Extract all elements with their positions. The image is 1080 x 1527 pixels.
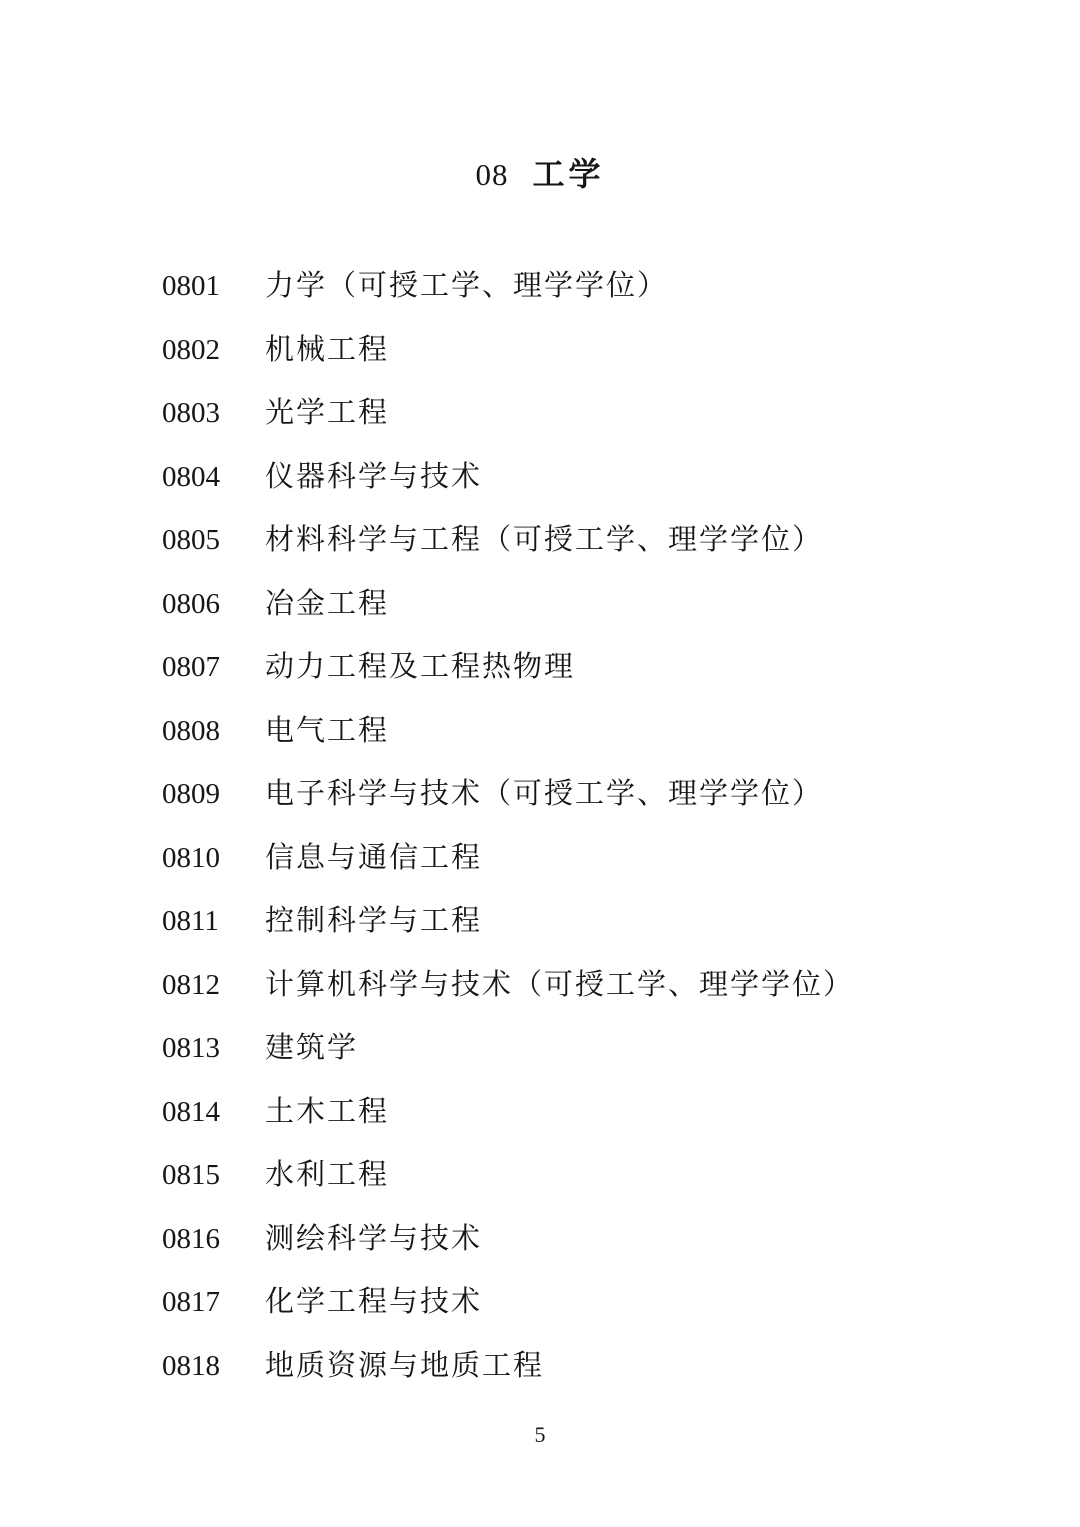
discipline-row xyxy=(162,840,1020,904)
discipline-name: 地质资源与地质工程 xyxy=(265,1349,545,1382)
discipline-code: 0802 xyxy=(162,333,220,366)
discipline-row xyxy=(162,776,1020,840)
discipline-name: 控制科学与工程 xyxy=(265,905,483,937)
discipline-row xyxy=(162,1030,1020,1094)
discipline-name: 计算机科学与技术（可授工学、理学学位） xyxy=(265,968,855,1001)
discipline-code: 0805 xyxy=(162,524,220,556)
discipline-code: 0814 xyxy=(162,1095,220,1128)
discipline-row xyxy=(162,1348,1020,1412)
discipline-row xyxy=(162,1157,1020,1221)
discipline-code: 0815 xyxy=(162,1159,220,1191)
discipline-name: 土木工程 xyxy=(265,1095,390,1128)
discipline-code: 0812 xyxy=(162,968,220,1001)
discipline-name: 仪器科学与技术 xyxy=(265,460,483,493)
discipline-code: 0818 xyxy=(162,1349,220,1382)
discipline-code: 0808 xyxy=(162,714,220,747)
discipline-row xyxy=(162,1094,1020,1158)
discipline-name: 化学工程与技术 xyxy=(265,1286,483,1318)
discipline-row xyxy=(162,1221,1020,1285)
title-category-code: 08 xyxy=(475,157,509,192)
discipline-name: 信息与通信工程 xyxy=(265,841,483,874)
discipline-row xyxy=(162,586,1020,650)
discipline-code: 0817 xyxy=(162,1286,220,1318)
discipline-name: 光学工程 xyxy=(265,397,390,429)
discipline-row xyxy=(162,1284,1020,1348)
discipline-code: 0810 xyxy=(162,841,220,874)
discipline-row xyxy=(162,522,1020,586)
discipline-list xyxy=(162,268,1020,1411)
discipline-code: 0807 xyxy=(162,651,220,683)
discipline-code: 0803 xyxy=(162,397,220,429)
discipline-name: 冶金工程 xyxy=(265,587,390,620)
discipline-name: 建筑学 xyxy=(265,1032,359,1064)
discipline-name: 水利工程 xyxy=(265,1159,390,1191)
discipline-row xyxy=(162,332,1020,396)
discipline-row xyxy=(162,395,1020,459)
discipline-name: 电气工程 xyxy=(265,714,390,747)
discipline-code: 0801 xyxy=(162,270,220,302)
discipline-row xyxy=(162,903,1020,967)
discipline-code: 0804 xyxy=(162,460,220,493)
page-title xyxy=(0,149,1080,195)
discipline-row xyxy=(162,713,1020,777)
discipline-code: 0816 xyxy=(162,1222,220,1255)
discipline-row xyxy=(162,268,1020,332)
title-category-name: 工学 xyxy=(532,156,605,192)
discipline-code: 0811 xyxy=(162,905,219,937)
discipline-code: 0813 xyxy=(162,1032,220,1064)
discipline-code: 0809 xyxy=(162,778,220,810)
discipline-row xyxy=(162,459,1020,523)
page-number: 5 xyxy=(534,1422,546,1447)
discipline-row xyxy=(162,649,1020,713)
discipline-name: 机械工程 xyxy=(265,333,390,366)
discipline-name: 动力工程及工程热物理 xyxy=(265,651,576,683)
discipline-code: 0806 xyxy=(162,587,220,620)
discipline-name: 电子科学与技术（可授工学、理学学位） xyxy=(265,778,824,810)
discipline-name: 测绘科学与技术 xyxy=(265,1222,483,1255)
discipline-name: 力学（可授工学、理学学位） xyxy=(265,270,669,302)
discipline-name: 材料科学与工程（可授工学、理学学位） xyxy=(265,524,824,556)
discipline-row xyxy=(162,967,1020,1031)
